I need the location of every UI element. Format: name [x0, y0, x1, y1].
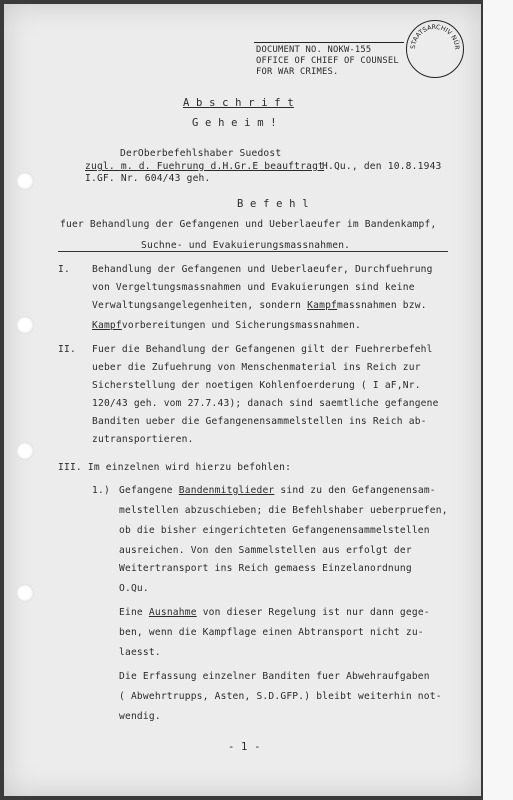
archive-stamp	[406, 20, 464, 78]
punch-hole	[16, 316, 34, 334]
section-ii-line: Sicherstellung der noetigen Kohlenfoerderung ( I aF,Nr.	[92, 380, 421, 391]
section-ii-number: II.	[58, 344, 76, 355]
section-ii-line: Fuer die Behandlung der Gefangenen gilt der Fuehrerbefehl	[92, 344, 433, 355]
section-i-line: Behandlung der Gefangenen und Ueberlaeufer, Durchfuehrung	[92, 264, 433, 275]
point-1-number: 1.)	[92, 485, 110, 496]
section-ii-line: zutransportieren.	[92, 434, 194, 445]
punch-hole	[16, 584, 34, 602]
point-1-line: Die Erfassung einzelner Banditen fuer Abwehraufgaben	[119, 671, 430, 682]
befehl-heading: B e f e h l	[237, 198, 309, 210]
point-1-line: O.Qu.	[119, 583, 149, 594]
point-1-line: wendig.	[119, 711, 161, 722]
befehl-underline	[58, 251, 448, 252]
war-crimes-line: FOR WAR CRIMES.	[256, 67, 339, 77]
place-date: H.Qu., den 10.8.1943	[322, 161, 442, 172]
geheim-label: G e h e i m !	[192, 117, 277, 129]
point-1-line: laesst.	[119, 647, 161, 658]
point-1-line: ausreichen. Von den Sammelstellen aus erfolgt der	[119, 545, 412, 556]
befehl-subtitle-1: fuer Behandlung der Gefangenen und Ueberlaeufer im Bandenkampf,	[60, 219, 437, 230]
point-1-line: Weitertransport ins Reich gemaess Einzelanordnung	[119, 563, 412, 574]
section-ii-line: 120/43 geh. vom 27.7.43); danach sind saemtliche gefangene	[92, 398, 439, 409]
point-1-line: ob die bisher eingerichteten Gefangenensammelstellen	[119, 525, 430, 536]
abschrift-title: A b s c h r i f t	[183, 97, 294, 109]
page-edge	[483, 0, 513, 800]
section-i-number: I.	[58, 264, 70, 275]
point-1-line: melstellen abzuschieben; die Befehlshaber ueberpruefen,	[119, 505, 448, 516]
point-1-line: ben, wenn die Kampflage einen Abtransport nicht zu-	[119, 627, 424, 638]
page-number: - 1 -	[228, 741, 261, 753]
office-line: OFFICE OF CHIEF OF COUNSEL	[256, 56, 399, 66]
punch-hole	[16, 172, 34, 190]
stamp-text: STAATSARCHIV NÜR	[409, 23, 461, 50]
befehl-subtitle-2: Suchne- und Evakuierungsmassnahmen.	[141, 240, 351, 251]
point-1-line: Eine Ausnahme von dieser Regelung ist nur dann gege-	[119, 607, 430, 618]
point-1-line: ( Abwehrtrupps, Asten, S.D.GFP.) bleibt weiterhin not-	[119, 691, 442, 702]
section-ii-line: Banditen ueber die Gefangenensammelstellen ins Reich ab-	[92, 416, 427, 427]
sender-line-2: zugl. m. d. Fuehrung d.H.Gr.E beauftragt	[85, 161, 325, 172]
point-1-line: Gefangene Bandenmitglieder sind zu den Gefangenensam-	[119, 485, 436, 496]
section-ii-line: ueber die Zufuehrung von Menschenmaterial ins Reich zur	[92, 362, 421, 373]
svg-text:STAATSARCHIV NÜRNBERG	[407, 21, 462, 50]
section-iii-heading: III. Im einzelnen wird hierzu befohlen:	[58, 462, 292, 473]
header-top-line	[254, 42, 404, 43]
section-i-line: Verwaltungsangelegenheiten, sondern Kampfmassnahmen bzw.	[92, 300, 427, 311]
doc-number: DOCUMENT NO. NOKW-155	[256, 45, 372, 55]
section-i-line: Kampfvorbereitungen und Sicherungsmassnahmen.	[92, 320, 361, 331]
section-i-line: von Vergeltungsmassnahmen und Evakuierungen sind keine	[92, 282, 415, 293]
reference-number: I.GF. Nr. 604/43 geh.	[85, 173, 211, 184]
punch-hole	[16, 442, 34, 460]
sender-line-1: DerOberbefehlshaber Suedost	[120, 148, 282, 159]
